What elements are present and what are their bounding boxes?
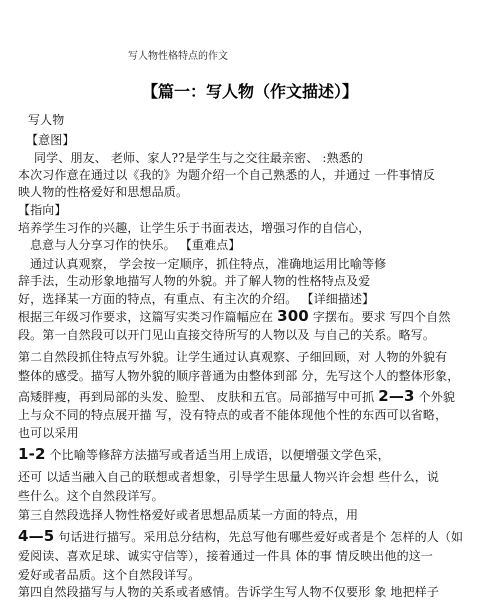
paragraph-line: 爱好或者品质。这个自然段详写。	[18, 568, 201, 582]
paragraph-line: 辞手法，生动形象地描写人物的外貌。并了解人物的性格特点及爱	[18, 274, 371, 288]
text-run: 句话进行描写。采用总分结构，先总写他有哪些爱好或者是个 怎样的人（如	[54, 530, 464, 544]
text-run: 个比喻等修辞方法描写或者适当用上成语，以便增强文学色采，	[45, 448, 390, 462]
paragraph-line: 也可以采用	[18, 426, 79, 440]
label-direction: 【指向】	[18, 203, 67, 217]
paragraph-line: 段。第一自然段可以开门见山直接交待所写的人物以及 与自己的关系。略写。	[18, 328, 436, 342]
paragraph-line: 通过认真观察， 学会按一定顺序，抓住特点，准确地运用比喻等修	[30, 257, 387, 271]
text-run: 字摆布。要求 写四个自然	[308, 310, 451, 324]
paragraph-line: 本次习作意在通过以《我的》为题介绍一个自己熟悉的人，并通过 一件事情反	[18, 168, 436, 182]
emphasized-number: 300	[277, 307, 309, 325]
paragraph-line: 好，选择某一方面的特点，有重点、有主次的介绍。 【详细描述】	[18, 292, 375, 306]
paragraph-line: 些什么。这个自然段详写。	[18, 489, 164, 503]
paragraph-line: 还可 以适当融入自己的联想或者想象，引导学生思量人物兴许会想 些什么，说	[18, 470, 440, 484]
text-run: 根据三年级习作要求，这篇写实类习作篇幅应在	[18, 310, 278, 324]
paragraph-line: 息意与人分享习作的快乐。 【重难点】	[30, 238, 241, 252]
emphasized-number: 4—5	[18, 527, 55, 545]
paragraph-line	[18, 389, 488, 405]
paragraph-line: 第四自然段描写与人物的关系或者感情。告诉学生写人物不仅要形 象 地把样子	[18, 585, 440, 599]
document-title: 写人物性格特点的作文	[128, 51, 228, 62]
paragraph-line	[18, 447, 488, 463]
section-heading: 【篇一：写人物（作文描述）】	[141, 82, 358, 101]
emphasized-number: 2—3	[378, 387, 415, 405]
paragraph-line: 上与众不同的特点展开描 写，没有特点的或者不能体现他个性的东西可以省略，	[18, 408, 448, 422]
paragraph-line: 映人物的性格爱好和思想品质。	[18, 185, 189, 199]
text-run: 个外貌	[414, 390, 456, 404]
label-intent: 【意图】	[26, 133, 75, 147]
paragraph-line	[18, 529, 488, 545]
paragraph-line: 第二自然段抓住特点写外貌。让学生通过认真观察、子细回顾，对 人物的外貌有	[18, 350, 448, 364]
paragraph-line: 第三自然段选择人物性格爱好或者思想品质某一方面的特点，用	[18, 508, 359, 522]
paragraph-line: 爱阅读、喜欢足球、诚实守信等），接着通过一件具 体的事 情反映出他的这一	[18, 549, 434, 563]
text-run: 高矮胖瘦，再到局部的头发、脸型、 皮肤和五官。局部描写中可抓	[18, 390, 379, 404]
paragraph-line	[18, 309, 488, 325]
paragraph-line: 培养学生习作的兴趣，让学生乐于书面表达，增强习作的自信心，	[18, 221, 371, 235]
paragraph-line: 整体的感受。描写人物外貌的顺序普通为由整体到部 分，先写这个人的整体形象，	[18, 369, 460, 383]
paragraph-line: 同学、朋友、 老师、家人??是学生与之交往最亲密、 :熟悉的	[34, 151, 364, 165]
emphasized-number: 1-2	[18, 445, 46, 463]
subheading: 写人物	[28, 113, 65, 127]
